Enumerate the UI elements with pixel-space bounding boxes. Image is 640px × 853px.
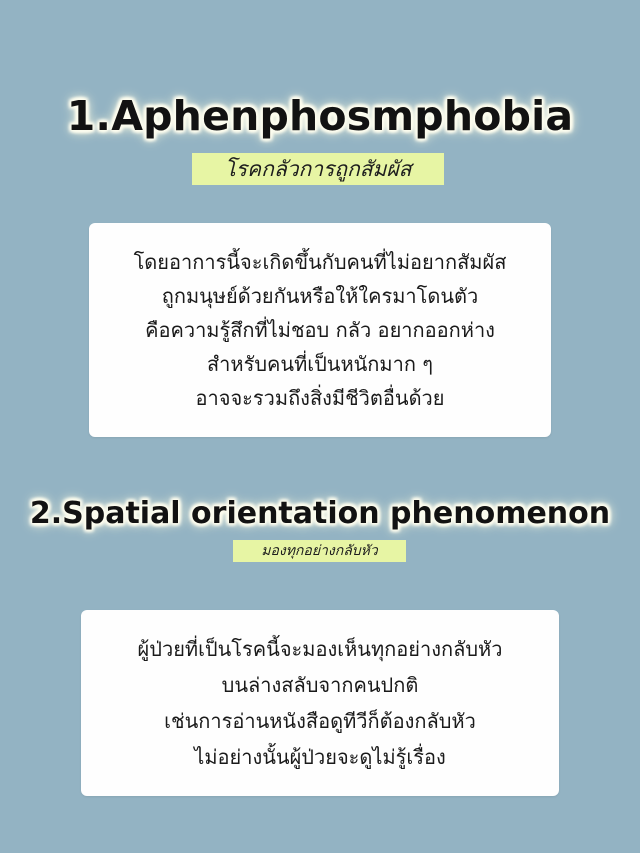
section-1-line-5: อาจจะรวมถึงสิ่งมีชีวิตอื่นด้วย [195,386,445,410]
section-1-line-3: คือความรู้สึกที่ไม่ชอบ กลัว อยากออกห่าง [145,318,495,342]
section-2-line-1: ผู้ป่วยที่เป็นโรคนี้จะมองเห็นทุกอย่างกลับหัว [137,637,503,661]
section-1-line-1: โดยอาการนี้จะเกิดขึ้นกับคนที่ไม่อยากสัมผัส [133,250,507,274]
section-1-line-4: สำหรับคนที่เป็นหนักมาก ๆ [206,352,434,376]
section-2-subtitle-tag: มองทุกอย่างกลับหัว [233,540,406,562]
section-2-line-3: เช่นการอ่านหนังสือดูทีวีก็ต้องกลับหัว [164,709,476,733]
section-2-title: 2.Spatial orientation phenomenon [29,496,611,531]
section-1-title: 1.Aphenphosmphobia [66,92,574,140]
section-2-line-2: บนล่างสลับจากคนปกติ [221,673,419,697]
section-1-line-2: ถูกมนุษย์ด้วยกันหรือให้ใครมาโดนตัว [161,284,479,308]
section-1-subtitle-tag: โรคกลัวการถูกสัมผัส [192,153,444,185]
section-2-description-card [81,610,559,796]
section-1-description-card [89,223,551,437]
section-2-line-4: ไม่อย่างนั้นผู้ป่วยจะดูไม่รู้เรื่อง [194,745,446,769]
